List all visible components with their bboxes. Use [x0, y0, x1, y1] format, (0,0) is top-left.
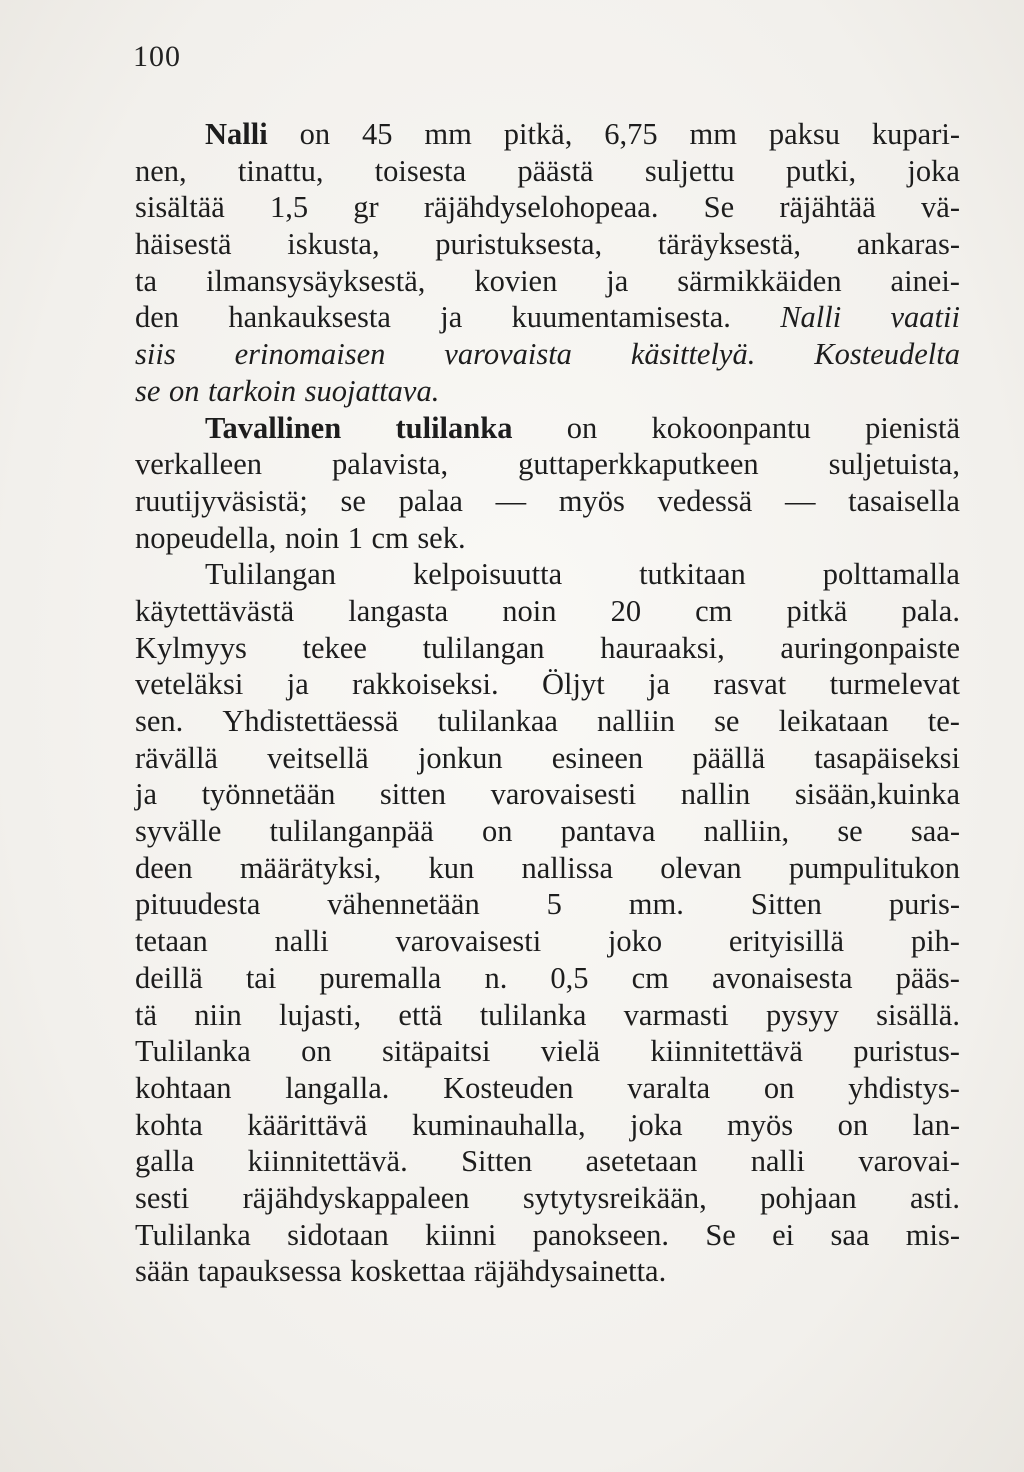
word: se [837, 814, 863, 849]
word: sisään,kuinka [794, 777, 960, 812]
word: 0,5 [550, 960, 589, 995]
word: saa [830, 1217, 870, 1252]
word: pantava [560, 814, 656, 849]
word: on [481, 814, 513, 849]
paragraph [135, 116, 960, 410]
text-line [135, 1217, 960, 1254]
word: kiinnitettävä. [247, 1144, 408, 1179]
word: Nalli [780, 300, 842, 335]
paragraph [135, 556, 960, 1290]
word: sitäpaitsi [382, 1034, 491, 1069]
word: särmikkäiden [677, 263, 842, 298]
word: mm [424, 117, 472, 151]
word: gr [353, 190, 379, 225]
body-text [135, 116, 960, 1290]
word: ja [648, 667, 671, 702]
word: joko [607, 924, 663, 959]
text-line [135, 776, 960, 813]
word: verkalleen [135, 447, 263, 482]
word: kohta [135, 1107, 203, 1142]
word: polttamalla [822, 557, 960, 592]
word: paksu [768, 117, 841, 151]
word: sen. [135, 704, 184, 738]
word: veitsellä [267, 740, 369, 775]
text-line [135, 263, 960, 300]
word: toisesta [374, 153, 467, 188]
word: nalli [750, 1144, 805, 1179]
word: vähennetään [327, 887, 480, 922]
word: Öljyt [542, 667, 605, 702]
word: se [340, 483, 366, 518]
word: auringonpaiste [780, 630, 960, 665]
word: pääs- [895, 960, 960, 995]
word: sitten [379, 777, 447, 812]
word: niin [194, 997, 242, 1032]
word: jonkun [417, 740, 503, 775]
word: joka [907, 153, 960, 188]
word: noin [284, 520, 340, 555]
word: varovaisesti [490, 777, 637, 812]
word: rakkoiseksi. [352, 667, 499, 702]
word: tekee [302, 630, 367, 665]
word: puristus- [853, 1034, 960, 1069]
text-line [135, 593, 960, 630]
word: käytettävästä [135, 593, 295, 628]
text-line [135, 886, 960, 923]
word: räjähdysainetta. [473, 1254, 667, 1289]
word: Nalli [205, 117, 268, 151]
text-line [135, 666, 960, 703]
word: puristuksesta, [435, 227, 603, 262]
word: nalli [274, 924, 329, 959]
word: ta [135, 263, 158, 298]
word: pitkä, [503, 117, 573, 151]
word: langalla. [285, 1070, 390, 1105]
word: saa- [910, 814, 960, 849]
word: suljetuista, [828, 447, 960, 482]
text-line [135, 116, 960, 153]
word: te- [927, 704, 960, 738]
word: kohtaan [135, 1070, 232, 1105]
word: räjähdyselohopeaa. [423, 190, 659, 225]
word: kovien [474, 263, 558, 298]
word: sisällä. [876, 997, 960, 1032]
word: ilmansysäyksestä, [205, 263, 426, 298]
word: 1 [347, 520, 363, 555]
word: syvälle [135, 814, 222, 849]
word: 20 [610, 593, 642, 628]
word: pysyy [765, 997, 839, 1032]
text-line [135, 556, 960, 593]
text-line [135, 446, 960, 483]
word: n. [484, 960, 508, 995]
word: ei [772, 1217, 795, 1252]
word: asti. [910, 1180, 960, 1215]
word: tulilanganpää [269, 814, 434, 849]
word: varalta [627, 1070, 711, 1105]
word: suojattava. [304, 373, 440, 408]
word: pitkä [786, 593, 848, 628]
word: Kosteudelta [814, 337, 960, 372]
word: Tulilanka [135, 1217, 251, 1252]
text-line [135, 483, 960, 520]
word: se [135, 373, 161, 408]
word: Kylmyys [135, 630, 247, 665]
word: langasta [348, 593, 449, 628]
word: nalliin, [703, 814, 790, 849]
word: tapauksessa [197, 1254, 342, 1289]
word: tarkoin [207, 373, 297, 408]
word: pumpulitukon [788, 850, 960, 885]
word: pituudesta [135, 887, 261, 922]
word: puris- [888, 887, 960, 922]
word: siis [135, 337, 176, 372]
word: on [168, 373, 200, 408]
word: palaa [398, 483, 463, 518]
word: lujasti, [278, 997, 362, 1032]
word: mis- [905, 1217, 960, 1252]
word: ainei- [890, 263, 960, 298]
word: 1,5 [269, 190, 309, 225]
word: Yhdistettäessä [222, 704, 399, 738]
word: yhdistys- [848, 1070, 960, 1105]
word: leikataan [778, 704, 889, 738]
word: tä [135, 997, 158, 1032]
word: Se [705, 1217, 736, 1252]
word: päällä [692, 740, 766, 775]
word: rävällä [135, 740, 218, 775]
text-line [135, 960, 960, 997]
word: kelpoisuutta [413, 557, 563, 592]
word: ruutijyväsistä; [135, 483, 308, 518]
word: pohjaan [760, 1180, 857, 1215]
word: myös [558, 483, 625, 518]
text-line [135, 153, 960, 190]
word: guttaperkkaputkeen [518, 447, 759, 482]
word: pih- [910, 924, 960, 959]
word: Sitten [750, 887, 822, 922]
word: on [837, 1107, 869, 1142]
word: deillä [135, 960, 203, 995]
word: myös [727, 1107, 794, 1142]
word: räjähtää [779, 190, 876, 225]
word: deen [135, 850, 193, 885]
page-number: 100 [133, 40, 181, 73]
word: joka [630, 1107, 683, 1142]
word: puremalla [319, 960, 442, 995]
word: Tavallinen [205, 410, 342, 445]
word: den [135, 300, 180, 335]
word: nalliin [597, 704, 675, 738]
word: cm [695, 593, 733, 628]
text-line [135, 336, 960, 373]
word: nopeudella, [135, 520, 277, 555]
word: esineen [551, 740, 644, 775]
word: tulilankaa [437, 704, 558, 738]
text-line [135, 1070, 960, 1107]
word: kuumentamisesta. [511, 300, 731, 335]
word: sidotaan [287, 1217, 389, 1252]
word: sisältää [135, 190, 225, 225]
word: tinattu, [237, 153, 324, 188]
word: kiinni [425, 1217, 497, 1252]
word: nallin [680, 777, 751, 812]
word: sään [135, 1254, 190, 1289]
word: päästä [517, 153, 594, 188]
word: sek. [417, 520, 466, 555]
word: tulilanka [479, 997, 587, 1032]
word: vaatii [890, 300, 960, 335]
word: Kosteuden [443, 1070, 574, 1105]
word: kiinnitettävä [650, 1034, 803, 1069]
word: asetetaan [585, 1144, 698, 1179]
text-line [135, 740, 960, 777]
word: putki, [785, 153, 857, 188]
word: nen, [135, 153, 187, 188]
word: kupari- [871, 117, 960, 151]
word: lan- [912, 1107, 960, 1142]
paragraph [135, 410, 960, 557]
word: noin [502, 593, 557, 628]
word: rasvat [713, 667, 787, 702]
word: tutkitaan [639, 557, 746, 592]
word: hauraaksi, [600, 630, 725, 665]
word: erinomaisen [234, 337, 386, 372]
word: työnnetään [201, 777, 336, 812]
word: ja [286, 667, 309, 702]
word: tasapäiseksi [814, 740, 960, 775]
word: ankaras- [856, 227, 960, 262]
text-line [135, 299, 960, 336]
word: vä- [921, 190, 960, 225]
word: täräyksestä, [657, 227, 801, 262]
word: pienistä [865, 410, 960, 445]
word: 6,75 [604, 117, 658, 151]
word: käsittelyä. [630, 337, 756, 372]
word: Sitten [461, 1144, 533, 1179]
word: 5 [546, 887, 562, 922]
word: cm [631, 960, 669, 995]
word: Tulilangan [205, 557, 337, 592]
text-line [135, 850, 960, 887]
word: on [566, 410, 598, 445]
word: palavista, [332, 447, 449, 482]
word: olevan [660, 850, 742, 885]
text-line [135, 1143, 960, 1180]
word: määrätyksi, [239, 850, 382, 885]
word: galla [135, 1144, 195, 1179]
word: räjähdyskappaleen [242, 1180, 470, 1215]
word: vielä [540, 1034, 601, 1069]
text-line [135, 630, 960, 667]
word: koskettaa [350, 1254, 466, 1289]
text-line [135, 703, 960, 740]
text-line [135, 1033, 960, 1070]
word: iskusta, [287, 227, 380, 262]
text-line [135, 226, 960, 263]
word: kuminauhalla, [411, 1107, 586, 1142]
word: hankauksesta [228, 300, 391, 335]
word: panokseen. [532, 1217, 669, 1252]
word: — [784, 483, 816, 518]
text-line [135, 1107, 960, 1144]
word: käärittävä [247, 1107, 368, 1142]
word: vedessä [657, 483, 753, 518]
word: Tulilanka [135, 1034, 251, 1069]
word: tulilanka [395, 410, 513, 445]
text-line [135, 189, 960, 226]
word: häisestä [135, 227, 232, 262]
word: varovaisesti [395, 924, 542, 959]
text-line [135, 923, 960, 960]
word: kokoonpantu [651, 410, 811, 445]
word: avonaisesta [711, 960, 853, 995]
text-line [135, 373, 960, 410]
word: — [495, 483, 527, 518]
word: kun [428, 850, 475, 885]
word: veteläksi [135, 667, 244, 702]
word: varovaista [444, 337, 572, 372]
word: mm. [628, 887, 684, 922]
word: varovai- [858, 1144, 960, 1179]
word: ja [440, 300, 463, 335]
word: Se [703, 190, 735, 225]
word: tasaisella [848, 483, 960, 518]
word: tulilangan [422, 630, 545, 665]
text-line [135, 813, 960, 850]
word: on [301, 1034, 332, 1069]
word: erityisillä [728, 924, 845, 959]
word: nallissa [521, 850, 614, 885]
word: on [763, 1070, 795, 1105]
text-line [135, 520, 960, 557]
word: että [398, 997, 443, 1032]
word: turmelevat [829, 667, 960, 702]
word: suljettu [644, 153, 735, 188]
text-line [135, 1253, 960, 1290]
word: on [299, 117, 331, 151]
word: tetaan [135, 924, 208, 959]
word: tai [245, 960, 277, 995]
text-line [135, 410, 960, 447]
word: pala. [901, 593, 960, 628]
word: cm [371, 520, 409, 555]
word: mm [689, 117, 737, 151]
word: sytytysreikään, [522, 1180, 707, 1215]
word: se [714, 704, 740, 738]
word: 45 [361, 117, 393, 151]
word: ja [606, 263, 629, 298]
word: varmasti [623, 997, 729, 1032]
text-line [135, 997, 960, 1034]
word: sesti [135, 1180, 190, 1215]
word: ja [135, 777, 158, 812]
text-line [135, 1180, 960, 1217]
